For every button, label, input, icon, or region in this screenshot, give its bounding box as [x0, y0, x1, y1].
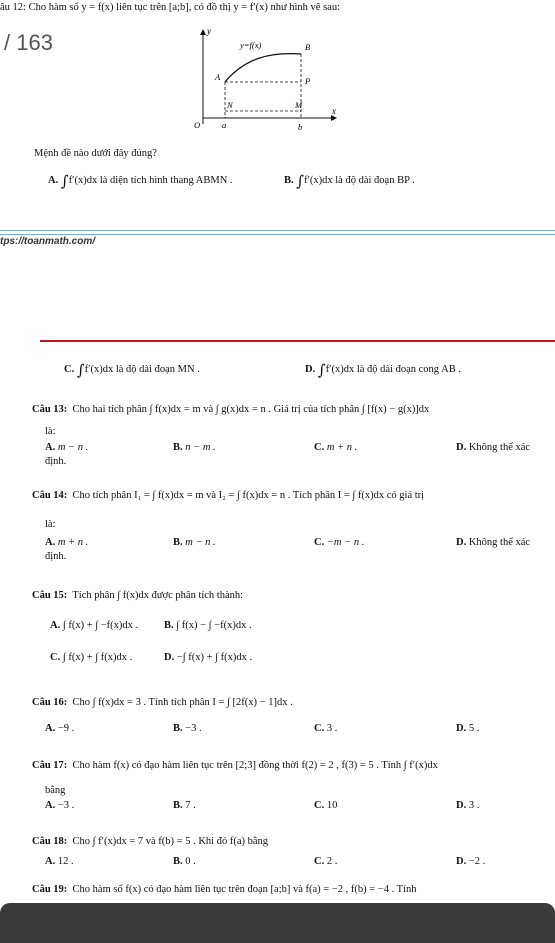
- divider-blue: [0, 230, 555, 235]
- question-18: Câu 18: Cho ∫ f′(x)dx = 7 và f(b) = 5 . Khi đó f(a) bằng: [32, 836, 269, 847]
- x-axis-label: x: [332, 106, 336, 116]
- q18-option-b: B. 0 .: [173, 856, 196, 867]
- question-14: Câu 14: Cho tích phân I₁ = ∫ f(x)dx = m và I₂ = ∫ f(x)dx = n . Tích phân I = ∫ f(x)dx có giá trị: [32, 490, 425, 501]
- q13-option-b: B. n − m .: [173, 442, 216, 453]
- point-m-label: M: [295, 100, 303, 110]
- q18-option-a: A. 12 .: [45, 856, 74, 867]
- q16-option-c: C. 3 .: [314, 723, 338, 734]
- q15-option-d: D. −∫ f(x) + ∫ f(x)dx .: [164, 652, 253, 663]
- curve-path: [225, 54, 301, 82]
- q13-option-c: C. m + n .: [314, 442, 358, 453]
- origin-label: O: [194, 120, 201, 130]
- q17-option-b: B. 7 .: [173, 800, 196, 811]
- divider-red: [40, 340, 555, 342]
- question-19: Câu 19: Cho hàm số f(x) có đạo hàm liên tục trên đoạn [a;b] và f(a) = −2 , f(b) = −4 . Tính: [32, 884, 417, 895]
- q14-option-d: D. Không thể xác: [456, 537, 531, 548]
- q14-option-d-cont: định.: [45, 551, 67, 562]
- question-17: Câu 17: Cho hàm f(x) có đạo hàm liên tục trên [2;3] đồng thời f(2) = 2 , f(3) = 5 . Tính ∫ f′(x)dx: [32, 760, 438, 771]
- curve-label: y=f(x): [240, 40, 262, 50]
- q16-option-d: D. 5 .: [456, 723, 480, 734]
- q12-option-c: C. ∫f′(x)dx là độ dài đoạn MN .: [64, 361, 200, 379]
- b-label: b: [298, 122, 303, 132]
- q17-option-a: A. −3 .: [45, 800, 75, 811]
- q15-option-b: B. ∫ f(x) − ∫ −f(x)dx .: [164, 620, 252, 631]
- q12-option-a: A. ∫f′(x)dx là diện tích hình thang ABMN .: [48, 172, 233, 190]
- point-a-label: A: [215, 72, 221, 82]
- question-16: Câu 16: Cho ∫ f(x)dx = 3 . Tính tích phân I = ∫ [2f(x) − 1]dx .: [32, 697, 293, 708]
- y-axis-label: y: [207, 26, 211, 36]
- point-n-label: N: [227, 100, 233, 110]
- bottom-toolbar: [0, 903, 555, 943]
- question-14-tail: là:: [45, 519, 56, 530]
- q15-option-c: C. ∫ f(x) + ∫ f(x)dx .: [50, 652, 133, 663]
- q13-option-d-cont: định.: [45, 456, 67, 467]
- q18-option-d: D. −2 .: [456, 856, 486, 867]
- q14-option-c: C. −m − n .: [314, 537, 365, 548]
- website-url: tps://toanmath.com/: [0, 236, 96, 247]
- q15-option-a: A. ∫ f(x) + ∫ −f(x)dx .: [50, 620, 139, 631]
- question-17-tail: bằng: [45, 785, 66, 796]
- q14-option-a: A. m + n .: [45, 537, 89, 548]
- question-13-tail: là:: [45, 426, 56, 437]
- q14-option-b: B. m − n .: [173, 537, 216, 548]
- page-number: / 163: [4, 30, 53, 55]
- q16-option-b: B. −3 .: [173, 723, 202, 734]
- a-label: a: [222, 120, 227, 130]
- question-12-prompt: Mệnh đề nào dưới đây đúng?: [34, 148, 157, 159]
- q18-option-c: C. 2 .: [314, 856, 338, 867]
- q13-option-d: D. Không thể xác: [456, 442, 531, 453]
- question-12-header: âu 12: Cho hàm số y = f(x) liên tục trên [a;b], có đồ thị y = f′(x) như hình vẽ sau:: [0, 2, 341, 13]
- question-13: Câu 13: Cho hai tích phân ∫ f(x)dx = m và ∫ g(x)dx = n . Giá trị của tích phân ∫ [f(x) − g(x)]dx: [32, 404, 430, 415]
- function-graph: [185, 24, 345, 136]
- q16-option-a: A. −9 .: [45, 723, 75, 734]
- question-15: Câu 15: Tích phân ∫ f(x)dx được phân tích thành:: [32, 590, 244, 601]
- q13-option-a: A. m − n .: [45, 442, 89, 453]
- point-b-label: B: [305, 42, 311, 52]
- point-p-label: P: [305, 76, 311, 86]
- q12-option-b: B. ∫f′(x)dx là độ dài đoạn BP .: [284, 172, 415, 190]
- q17-option-c: C. 10: [314, 800, 338, 811]
- q17-option-d: D. 3 .: [456, 800, 480, 811]
- q12-option-d: D. ∫f′(x)dx là độ dài đoạn cong AB .: [305, 361, 461, 379]
